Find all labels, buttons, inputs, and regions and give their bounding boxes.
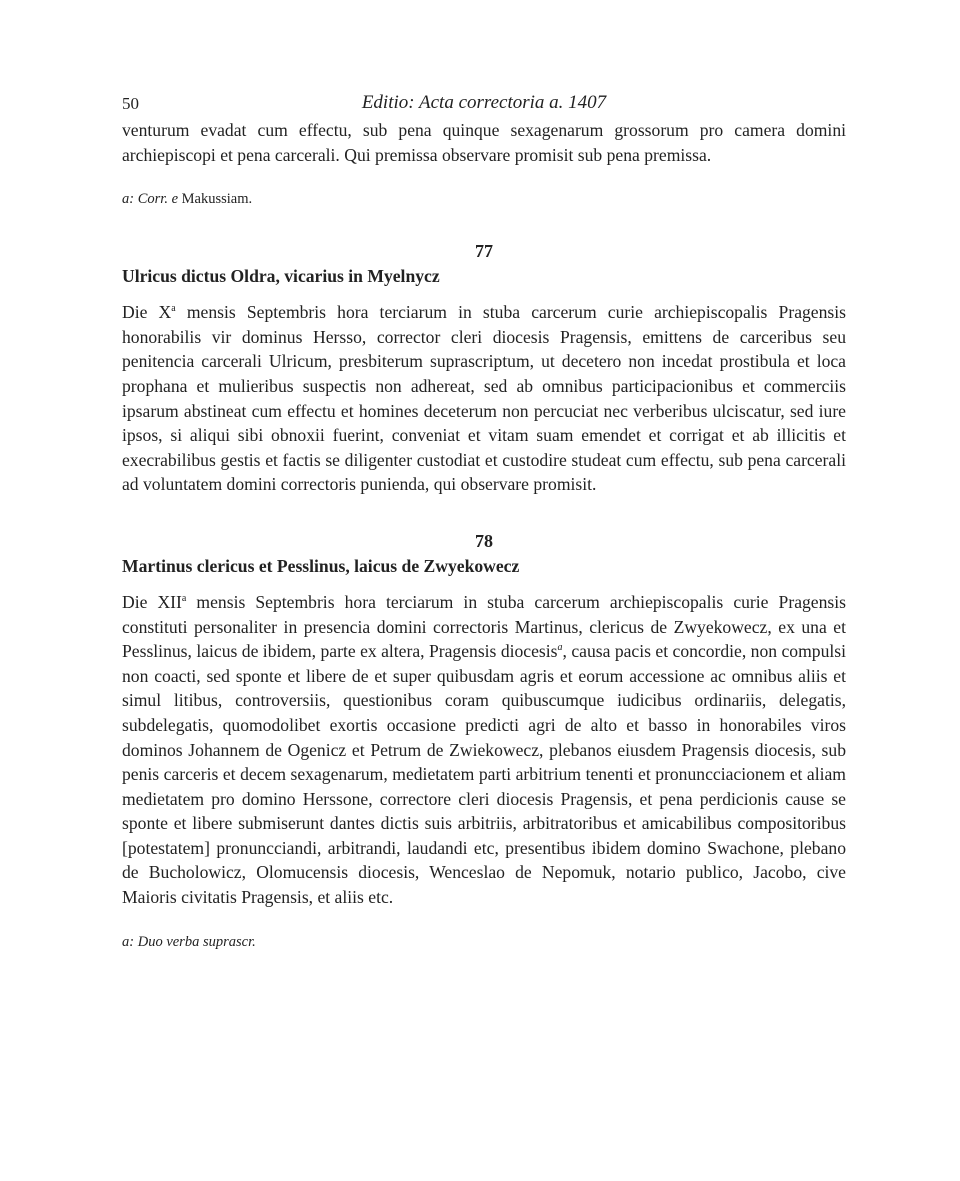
- entry-paragraph-78: [122, 590, 846, 910]
- entry-paragraph-77: [122, 300, 846, 497]
- footnote-78-label: a:: [122, 933, 135, 950]
- footnote-78: [122, 932, 846, 952]
- page: [122, 92, 846, 952]
- continuation-paragraph: venturum evadat cum effectu, sub pena quinque sexagenarum grossorum pro camera domini archiepiscopi et pena carcerali. Qui premissa observare promisit sub pena premissa.: [122, 120, 846, 165]
- footnote-continuation: [122, 189, 846, 209]
- footnote-78-text: Duo verba suprascr.: [137, 933, 256, 950]
- entry-78-text-b: mensis Septembris hora terciarum in stuba carcerum archiepiscopalis curie Pragensis constituti personaliter in presencia domini correctoris Martinus, clericus de Zwyekowecz, ex una et Pesslinus, laicus de ibidem, parte ex altera, Pragensis diocesis: [122, 591, 846, 662]
- footnote-e: e: [171, 191, 179, 208]
- footnote-label: a:: [122, 191, 135, 208]
- entry-78-superscript-2: a: [557, 642, 563, 654]
- entry-number-78: 78: [475, 530, 493, 551]
- running-head: [122, 92, 846, 118]
- entry-number-77: 77: [475, 241, 493, 262]
- entry-heading-77: Ulricus dictus Oldra, vicarius in Myelnycz: [122, 266, 440, 287]
- page-number: 50: [122, 94, 139, 113]
- entry-77-superscript: a: [171, 303, 176, 315]
- running-title: Editio: Acta correctoria a. 1407: [361, 92, 607, 113]
- footnote-corr: Corr.: [137, 191, 168, 208]
- entry-heading-78: Martinus clericus et Pesslinus, laicus de Zwyekowecz: [122, 555, 520, 576]
- entry-77-text-a: Die X: [122, 302, 172, 323]
- entry-77-text-b: mensis Septembris hora terciarum in stuba carcerum curie archiepiscopalis Pragensis honorabilis vir dominus Hersso, corrector cleri diocesis Pragensis, emittens de carceribus seu penitencia carcerali Ulricum, presbiterum suprascriptum, ut decetero non incedat prostibula et loca prophana et mulieribus suspectis non adhereat, sed ab omnibus participacionibus et commerciis ipsarum abstineat cum effectu et homines deceterum non percuciat nec verberibus ulciscatur, sed iure ipsos, si aliqui sibi obnoxii fuerint, conveniat et vitam suam emendet et corrigat et ab illicitis et execrabilibus gestis et factis se diligenter custodiat et custodire studeat cum effectu, sub pena carcerali ad voluntatem domini correctoris punienda, qui observare promisit.: [122, 302, 846, 495]
- footnote-text: Makussiam.: [181, 191, 253, 208]
- entry-78-text-a: Die XII: [122, 591, 182, 612]
- entry-78-text-c: , causa pacis et concordie, non compulsi non coacti, sed sponte et libere de et super quibusdam agris et eorum accessione ac omnibus aliis et simul litibus, controversiis, questionibus coram quibuscumque iudicibus ordinariis, delegatis, subdelegatis, quomodolibet exortis occasione predicti agri de alto et basso in honorabiles viros dominos Johannem de Ogenicz et Petrum de Zwiekowecz, plebanos eiusdem Pragensis diocesis, sub penis carceris et decem sexagenarum, medietatem parti arbitrium tenenti et pronuncciacionem et aliam medietatem pro domino Herssone, correctore cleri diocesis Pragensis, et pena perdicionis cause se sponte et libere submiserunt dantes dictis suis arbitriis, arbitratoribus et amicabilibus compositoribus [potestatem] pronuncciandi, arbitrandi, laudandi etc, presentibus ibidem domino Swachone, plebano de Bucholowicz, Olomucensis diocesis, Wenceslao de Nepomuk, notario publico, Jacobo, cive Maioris civitatis Pragensis, et aliis etc.: [122, 641, 847, 908]
- entry-78-superscript-1: a: [181, 592, 187, 604]
